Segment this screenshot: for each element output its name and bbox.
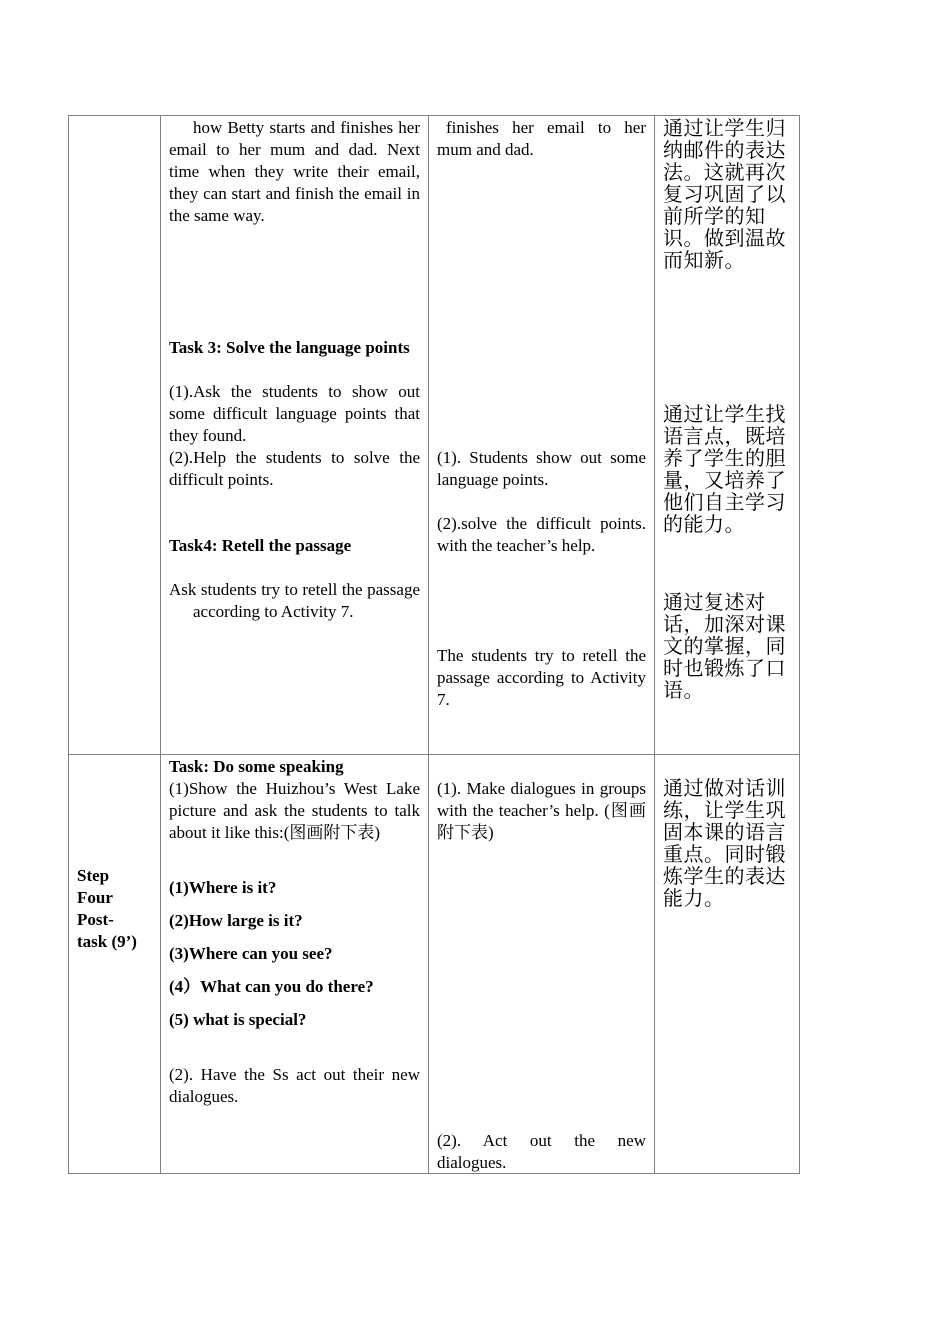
teacher-item2: (2). Have the Ss act out their new dialogues. (169, 1065, 420, 1106)
question-item: (2)How large is it? (169, 911, 303, 930)
student-activity-intro: finishes her email to her mum and dad. (437, 118, 646, 159)
student-activity-item3: The students try to retell the passage according to Activity 7. (437, 646, 646, 709)
step-label: Step Four Post-task (9’) (77, 866, 137, 951)
task3-item1: (1).Ask the students to show out some difficult language points that they found. (169, 382, 420, 445)
question-item: (5) what is special? (169, 1010, 307, 1029)
student-activity-item2: (2).solve the difficult points. with the teacher’s help. (437, 514, 646, 555)
task3-item2: (2).Help the students to solve the difficult points. (169, 448, 420, 489)
purpose-text: 通过让学生归纳邮件的表达法。这就再次复习巩固了以前所学的知识。做到温故而知新。 (663, 116, 786, 272)
table-border-bottom (68, 1173, 800, 1174)
table-border-right (799, 115, 800, 1174)
question-item: (4）What can you do there? (169, 977, 374, 996)
column-divider (160, 115, 161, 1174)
teacher-item1: (1)Show the Huizhou’s West Lake picture and ask the students to talk about it like this:(图画附下表) (169, 779, 420, 842)
task3-title: Task 3: Solve the language points (169, 338, 410, 357)
task4-title: Task4: Retell the passage (169, 536, 352, 555)
task4-text: Ask students try to retell the passage according to Activity 7. (169, 580, 420, 621)
purpose-text: 通过让学生找语言点，既培养了学生的胆量，又培养了他们自主学习的能力。 (663, 402, 786, 536)
purpose-text: 通过做对话训练，让学生巩固本课的语言重点。同时锻炼学生的表达能力。 (663, 776, 786, 910)
student-item2: (2). Act out the new dialogues. (437, 1131, 646, 1172)
question-item: (3)Where can you see? (169, 944, 333, 963)
column-divider (654, 115, 655, 1174)
student-activity-item1: (1). Students show out some language points. (437, 448, 646, 489)
column-divider (428, 115, 429, 1174)
question-item: (1)Where is it? (169, 878, 277, 897)
purpose-text: 通过复述对话，加深对课文的掌握，同时也锻炼了口语。 (663, 590, 786, 702)
row-divider (68, 754, 800, 755)
table-border-left (68, 115, 69, 1174)
teacher-activity-intro: how Betty starts and finishes her email to her mum and dad. Next time when they write their email, they can start and finish the email in the same way. (169, 118, 420, 225)
student-item1: (1). Make dialogues in groups with the teacher’s help. (图画附下表) (437, 779, 646, 842)
task-title: Task: Do some speaking (169, 757, 344, 776)
